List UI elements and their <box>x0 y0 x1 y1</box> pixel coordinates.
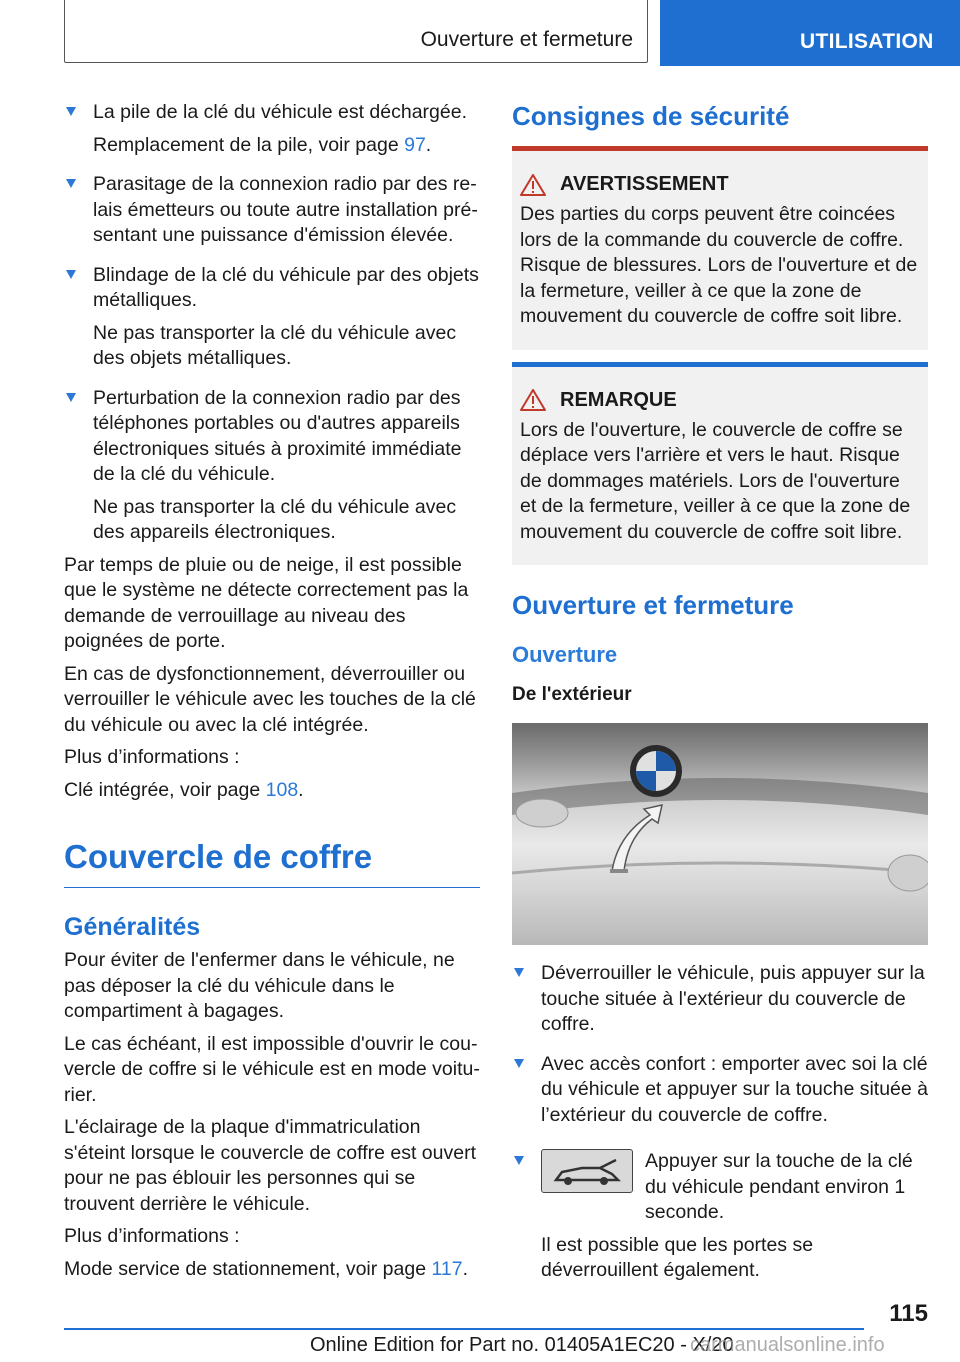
bullet-triangle-icon <box>66 179 76 188</box>
list-item-subtext: Ne pas transporter la clé du véhicule avec des appareils électroniques. <box>93 495 457 543</box>
list-item <box>512 961 928 1038</box>
bullet-triangle-icon <box>514 1059 524 1068</box>
list-item <box>512 1149 928 1284</box>
warning-title: AVERTISSEMENT <box>560 173 729 195</box>
edition-note: Online Edition for Part no. 01405A1EC20 - X/20 <box>310 1334 734 1356</box>
subsection-heading: Ouverture <box>512 642 618 667</box>
list-item-subtext: Il est possible que les portes se déverrouillent également. <box>541 1233 814 1281</box>
bullet-triangle-icon <box>66 270 76 279</box>
note-title: REMARQUE <box>560 388 677 411</box>
paragraph: L'éclairage de la plaque d'immatriculation s'éteint lorsque le couvercle de coffre est ouvert pour ne pas éblouir les personnes qui se trouvent derrière le véhicule. <box>64 1116 477 1215</box>
list-item <box>64 100 480 158</box>
paragraph: Plus d’informations : <box>64 1225 240 1247</box>
paragraph: Plus d’informations : <box>64 746 240 768</box>
list-item <box>64 386 480 546</box>
section-heading: Ouverture et fermeture <box>512 590 794 620</box>
page-link[interactable]: 97 <box>404 133 426 156</box>
cross-reference: Remplacement de la pile, voir page 97. <box>93 133 432 156</box>
right-column <box>512 100 928 1284</box>
left-column <box>64 100 480 1282</box>
trunk-lid-illustration <box>512 723 928 945</box>
page-number: 115 <box>889 1300 928 1327</box>
minor-heading: De l'extérieur <box>512 684 632 705</box>
list-item-text: Appuyer sur la touche de la clé du véhicule pendant environ 1 seconde. <box>645 1150 913 1223</box>
warning-triangle-icon <box>520 174 546 196</box>
list-item <box>64 172 480 249</box>
list-item-text: Perturbation de la connexion radio par des téléphones portables ou d'autres appareils électroniques situés à proximité immédiate de la clé du véhicule. <box>93 386 462 485</box>
bullet-triangle-icon <box>514 1156 524 1165</box>
bullet-triangle-icon <box>514 968 524 977</box>
trunk-button-photo <box>512 723 928 945</box>
list-item <box>512 1052 928 1129</box>
section-header-box <box>64 0 648 63</box>
list-item-text: Blindage de la clé du véhicule par des objets métalliques. <box>93 263 479 311</box>
warning-text: Des parties du corps peuvent être coincées lors de la commande du couvercle de coffre. Risque de blessures. Lors de l'ouverture et de la fermeture, veiller à ce que la zone de mouvement du couvercle de coffre soit libre. <box>520 203 918 327</box>
bullet-triangle-icon <box>66 393 76 402</box>
subsection-heading: Généralités <box>64 913 201 941</box>
bullet-triangle-icon <box>66 107 76 116</box>
list-item-text: Avec accès confort : emporter avec soi la clé du véhicule et appuyer sur la touche située à l’extérieur du couvercle de coffre. <box>541 1052 929 1126</box>
page-header <box>0 0 960 66</box>
paragraph: Pour éviter de l'enfermer dans le véhicule, ne pas déposer la clé du véhicule dans le compartiment à bagages. <box>64 949 455 1022</box>
warning-box <box>512 146 928 350</box>
subsection-heading: Consignes de sécurité <box>512 101 790 131</box>
list-item-text: Parasitage de la connexion radio par des relais émetteurs ou toute autre installation présentant une puissance d'émission élevée. <box>93 173 478 246</box>
list-item-text: La pile de la clé du véhicule est déchargée. <box>93 101 468 123</box>
list-item-text: Déverrouiller le véhicule, puis appuyer sur la touche située à l'extérieur du couvercle de coffre. <box>541 962 925 1035</box>
section-heading: Couvercle de coffre <box>64 837 480 888</box>
note-text: Lors de l'ouverture, le couvercle de coffre se déplace vers l'arrière et vers le haut. Risque de dommages matériels. Lors de l'ouverture et de la fermeture, veiller à ce que la zone de mouvement du couvercle de coffre soit libre. <box>520 418 911 543</box>
list-item <box>64 263 480 372</box>
paragraph: Le cas échéant, il est impossible d'ouvrir le couvercle de coffre si le véhicule est en mode voiturier. <box>64 1032 480 1106</box>
list-item-subtext: Ne pas transporter la clé du véhicule avec des objets métalliques. <box>93 321 457 369</box>
paragraph: En cas de dysfonctionnement, déverrouiller ou verrouiller le véhicule avec les touches de la clé du véhicule ou avec la clé intégrée. <box>64 662 476 736</box>
cross-reference: Clé intégrée, voir page 108. <box>64 778 304 801</box>
section-title: Ouverture et fermeture <box>420 28 633 51</box>
paragraph: Par temps de pluie ou de neige, il est possible que le système ne détecte correctement pas la demande de verrouillage au niveau des poignées de porte. <box>64 553 469 652</box>
chapter-tab[interactable]: UTILISATION <box>660 0 960 66</box>
key-trunk-button-icon <box>541 1149 633 1193</box>
page-link[interactable]: 117 <box>431 1257 463 1280</box>
note-box <box>512 362 928 566</box>
notice-triangle-icon <box>520 389 546 411</box>
cross-reference: Mode service de stationnement, voir page 117. <box>64 1257 468 1280</box>
footer-rule <box>64 1328 864 1330</box>
page-link[interactable]: 108 <box>265 778 299 801</box>
watermark: carmanualsonline.info <box>690 1334 885 1356</box>
